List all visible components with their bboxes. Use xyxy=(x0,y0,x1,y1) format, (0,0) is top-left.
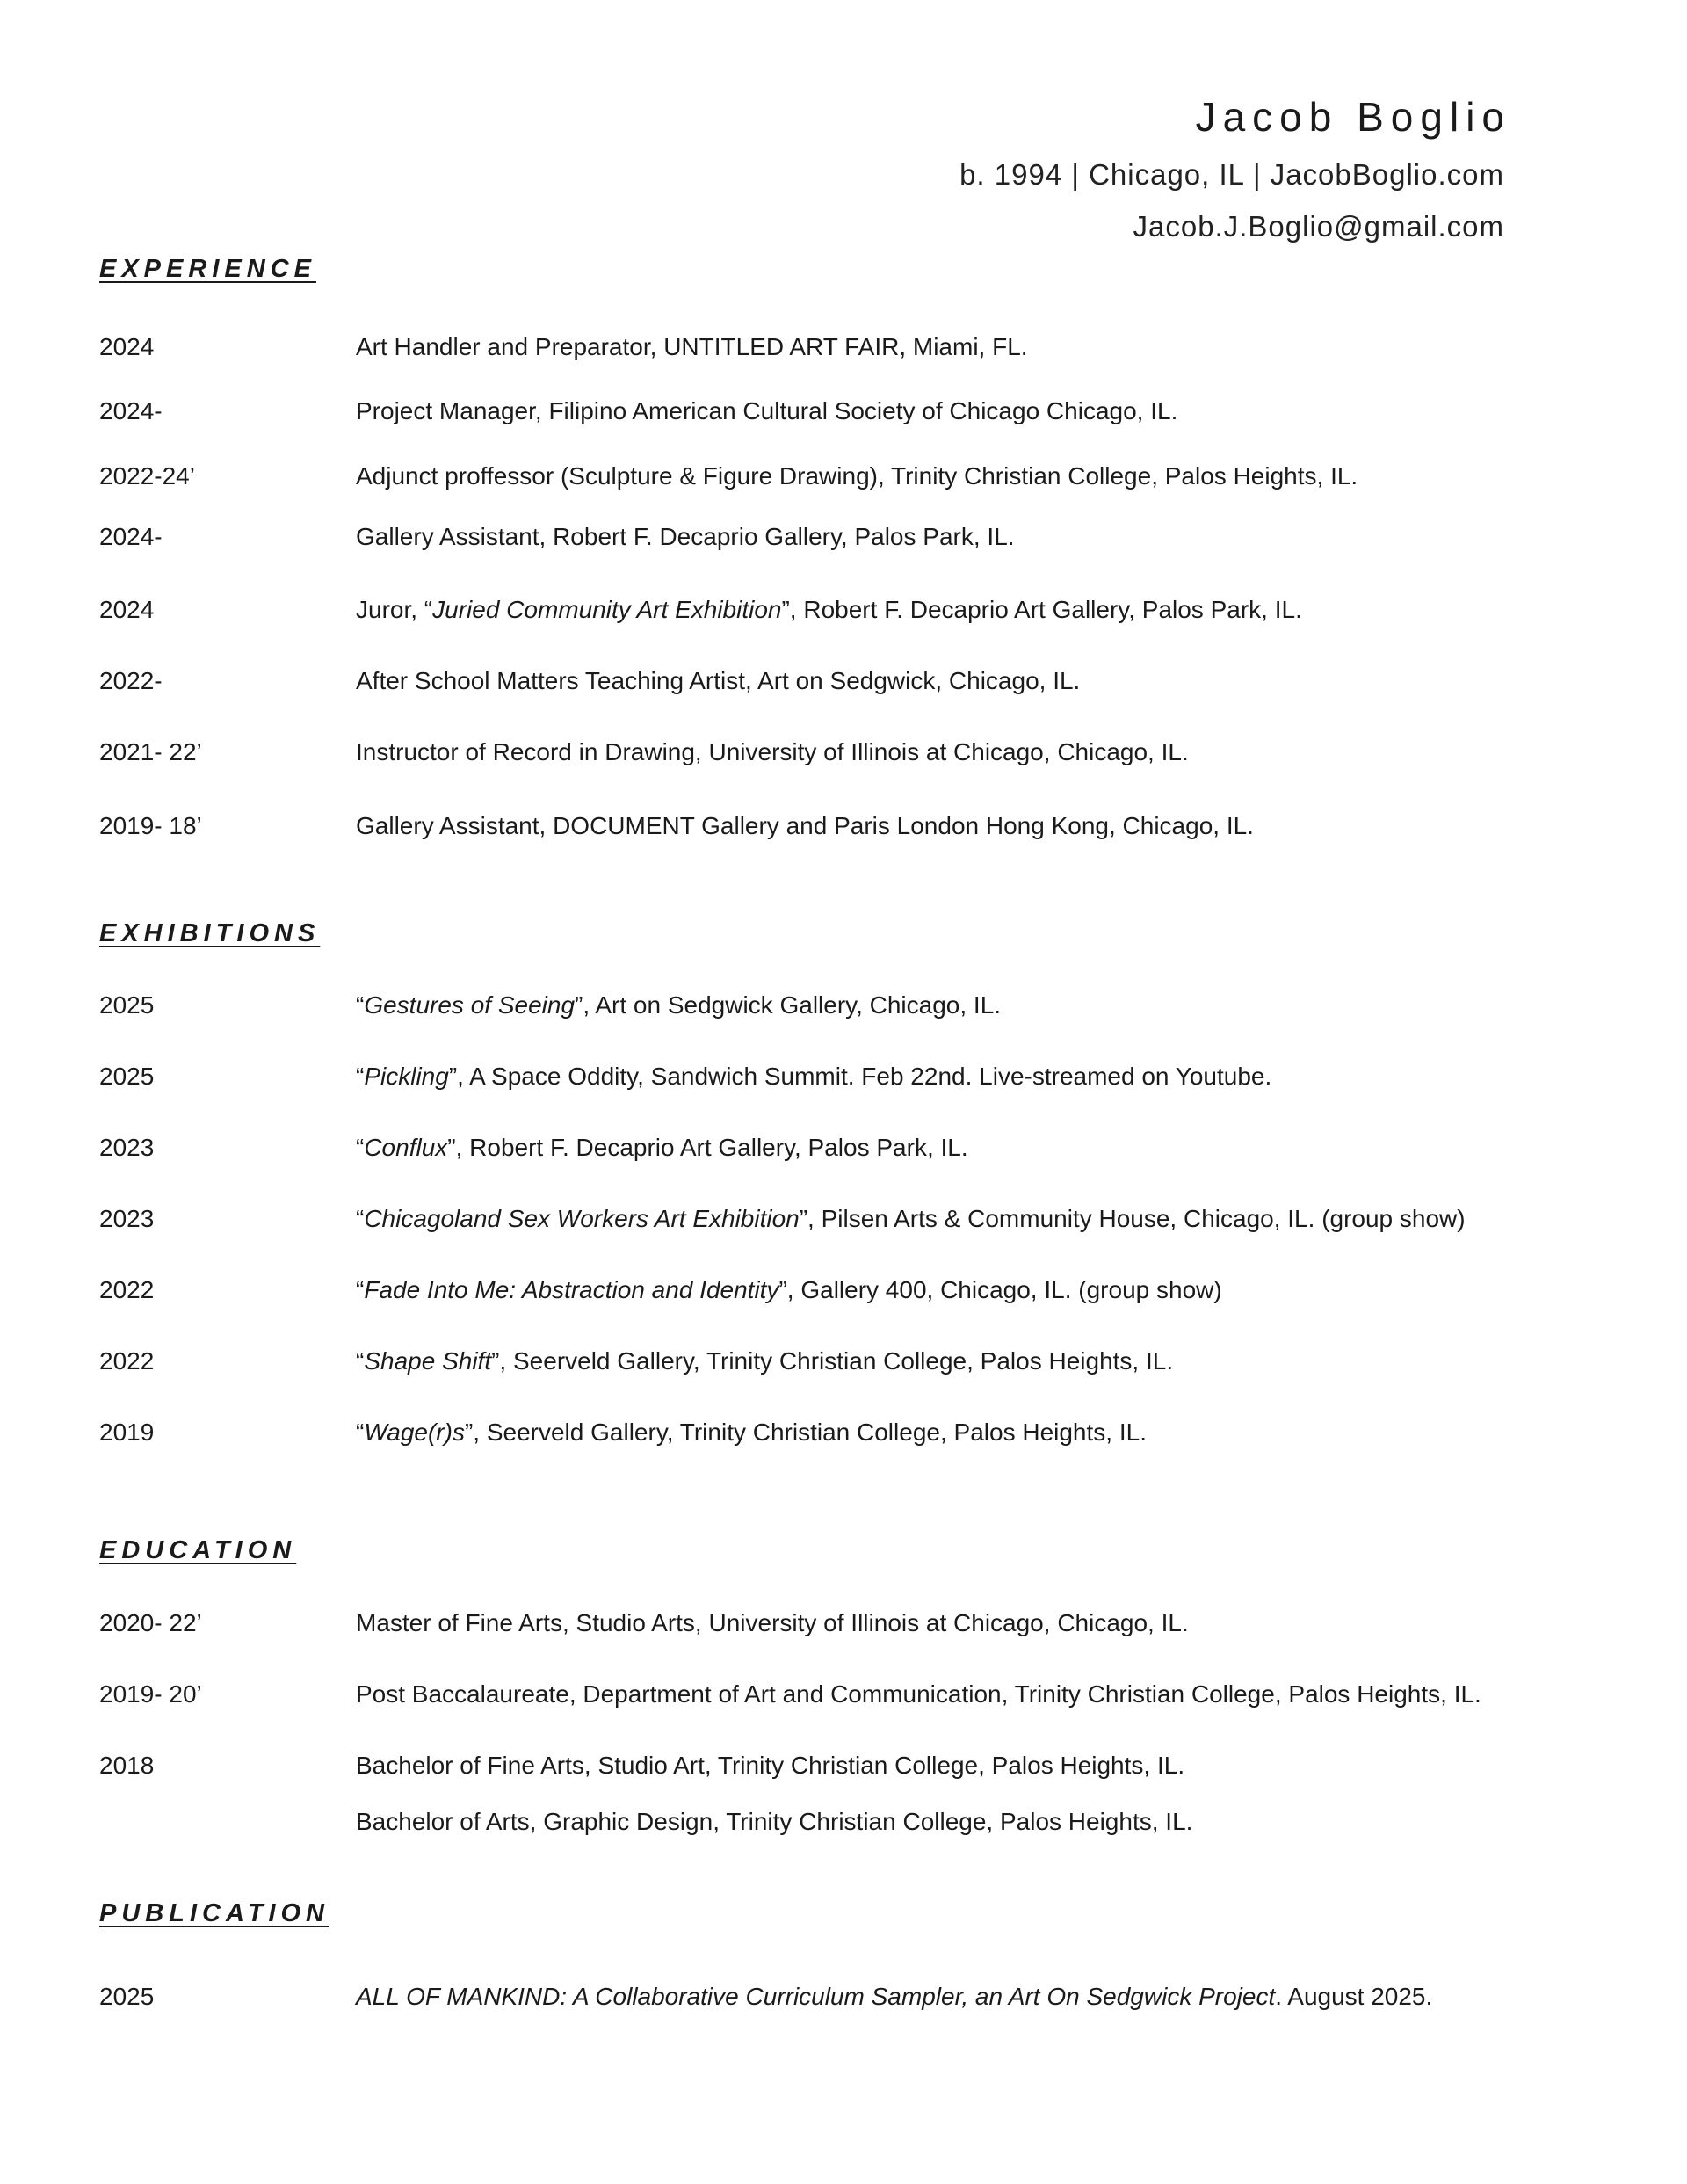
row-description xyxy=(356,1201,1466,1237)
row-prefix: “ xyxy=(356,991,365,1019)
experience-row xyxy=(0,592,1687,628)
row-description xyxy=(356,1273,1222,1308)
row-description: Gallery Assistant, Robert F. Decaprio Gallery, Palos Park, IL. xyxy=(356,523,1015,550)
row-prefix: “ xyxy=(356,1205,365,1232)
row-year: 2021- 22’ xyxy=(99,738,202,765)
row-suffix: ”, Pilsen Arts & Community House, Chicago, IL. (group show) xyxy=(799,1205,1466,1232)
education-row xyxy=(0,1804,1687,1839)
exhibition-row xyxy=(0,1130,1687,1165)
row-prefix: “ xyxy=(356,1347,365,1375)
section-heading-education: EDUCATION xyxy=(99,1536,297,1564)
experience-row xyxy=(0,519,1687,555)
resume-header xyxy=(959,94,1511,243)
row-year: 2024- xyxy=(99,397,163,424)
row-suffix: ”, Seerveld Gallery, Trinity Christian College, Palos Heights, IL. xyxy=(464,1419,1147,1446)
row-suffix: ”, Art on Sedgwick Gallery, Chicago, IL. xyxy=(575,991,1002,1019)
row-description xyxy=(356,1415,1147,1450)
row-description xyxy=(356,1130,968,1165)
education-row xyxy=(0,1748,1687,1783)
row-italic-title: Conflux xyxy=(364,1134,448,1161)
experience-row xyxy=(0,394,1687,429)
exhibition-row xyxy=(0,988,1687,1023)
contact-line-email: Jacob.J.Boglio@gmail.com xyxy=(1133,210,1504,243)
row-description: Project Manager, Filipino American Cultural Society of Chicago Chicago, IL. xyxy=(356,397,1178,424)
experience-row xyxy=(0,735,1687,770)
row-year: 2022 xyxy=(99,1276,155,1303)
row-year: 2024 xyxy=(99,333,155,360)
row-year: 2020- 22’ xyxy=(99,1609,202,1636)
row-italic-title: ALL OF MANKIND: A Collaborative Curriculum Sampler, an Art On Sedgwick Project xyxy=(356,1983,1276,2010)
row-suffix: ”, Robert F. Decaprio Art Gallery, Palos Park, IL. xyxy=(447,1134,968,1161)
row-year: 2024 xyxy=(99,596,155,623)
row-year: 2022- xyxy=(99,667,163,694)
row-description xyxy=(356,988,1001,1023)
row-italic-title: Gestures of Seeing xyxy=(364,991,576,1019)
row-prefix: Juror, “ xyxy=(356,596,433,623)
experience-row xyxy=(0,664,1687,699)
row-description xyxy=(356,1344,1173,1379)
row-year: 2025 xyxy=(99,1983,155,2010)
education-row xyxy=(0,1677,1687,1712)
contact-line-birth-location-website: b. 1994 | Chicago, IL | JacobBoglio.com xyxy=(959,158,1504,191)
row-description: Instructor of Record in Drawing, University of Illinois at Chicago, Chicago, IL. xyxy=(356,738,1189,765)
row-italic-title: Juried Community Art Exhibition xyxy=(432,596,782,623)
row-year: 2022 xyxy=(99,1347,155,1375)
row-description: Adjunct proffessor (Sculpture & Figure Drawing), Trinity Christian College, Palos Heights, IL. xyxy=(356,462,1358,490)
row-year: 2019 xyxy=(99,1419,155,1446)
row-prefix: “ xyxy=(356,1134,365,1161)
section-heading-exhibitions: EXHIBITIONS xyxy=(99,919,321,947)
row-suffix: ”, Seerveld Gallery, Trinity Christian College, Palos Heights, IL. xyxy=(491,1347,1174,1375)
row-prefix: “ xyxy=(356,1276,365,1303)
row-year: 2018 xyxy=(99,1752,155,1779)
exhibition-row xyxy=(0,1344,1687,1379)
publication-row xyxy=(0,1979,1687,2014)
row-description xyxy=(356,1059,1271,1094)
row-year: 2023 xyxy=(99,1134,155,1161)
exhibition-row xyxy=(0,1273,1687,1308)
row-italic-title: Chicagoland Sex Workers Art Exhibition xyxy=(364,1205,800,1232)
exhibition-row xyxy=(0,1415,1687,1450)
experience-row xyxy=(0,330,1687,365)
row-prefix: “ xyxy=(356,1419,365,1446)
name-title: Jacob Boglio xyxy=(1195,94,1511,140)
experience-row xyxy=(0,459,1687,494)
row-description: After School Matters Teaching Artist, Art on Sedgwick, Chicago, IL. xyxy=(356,667,1081,694)
row-suffix: ”, A Space Oddity, Sandwich Summit. Feb 22nd. Live-streamed on Youtube. xyxy=(448,1063,1272,1090)
row-prefix: “ xyxy=(356,1063,365,1090)
section-heading-experience: EXPERIENCE xyxy=(99,255,316,283)
row-suffix: ”, Gallery 400, Chicago, IL. (group show) xyxy=(778,1276,1222,1303)
education-row xyxy=(0,1606,1687,1641)
row-year: 2022-24’ xyxy=(99,462,195,490)
row-suffix: . August 2025. xyxy=(1275,1983,1433,2010)
row-year: 2023 xyxy=(99,1205,155,1232)
exhibition-row xyxy=(0,1059,1687,1094)
row-description xyxy=(356,1979,1432,2014)
row-italic-title: Pickling xyxy=(364,1063,449,1090)
row-description: Post Baccalaureate, Department of Art and Communication, Trinity Christian College, Palos Heights, IL. xyxy=(356,1680,1481,1708)
row-italic-title: Wage(r)s xyxy=(364,1419,465,1446)
row-year: 2019- 18’ xyxy=(99,812,202,839)
row-italic-title: Fade Into Me: Abstraction and Identity xyxy=(364,1276,779,1303)
row-year: 2019- 20’ xyxy=(99,1680,202,1708)
row-description: Master of Fine Arts, Studio Arts, University of Illinois at Chicago, Chicago, IL. xyxy=(356,1609,1189,1636)
row-description: Gallery Assistant, DOCUMENT Gallery and Paris London Hong Kong, Chicago, IL. xyxy=(356,812,1254,839)
row-italic-title: Shape Shift xyxy=(364,1347,492,1375)
row-year: 2025 xyxy=(99,1063,155,1090)
row-description: Bachelor of Fine Arts, Studio Art, Trinity Christian College, Palos Heights, IL. xyxy=(356,1752,1185,1779)
row-suffix: ”, Robert F. Decaprio Art Gallery, Palos Park, IL. xyxy=(781,596,1302,623)
section-heading-publication: PUBLICATION xyxy=(99,1899,330,1927)
row-year: 2025 xyxy=(99,991,155,1019)
experience-row xyxy=(0,809,1687,844)
row-description: Art Handler and Preparator, UNTITLED ART FAIR, Miami, FL. xyxy=(356,333,1028,360)
exhibition-row xyxy=(0,1201,1687,1237)
row-year: 2024- xyxy=(99,523,163,550)
row-description xyxy=(356,592,1302,628)
row-description: Bachelor of Arts, Graphic Design, Trinity Christian College, Palos Heights, IL. xyxy=(356,1808,1193,1835)
